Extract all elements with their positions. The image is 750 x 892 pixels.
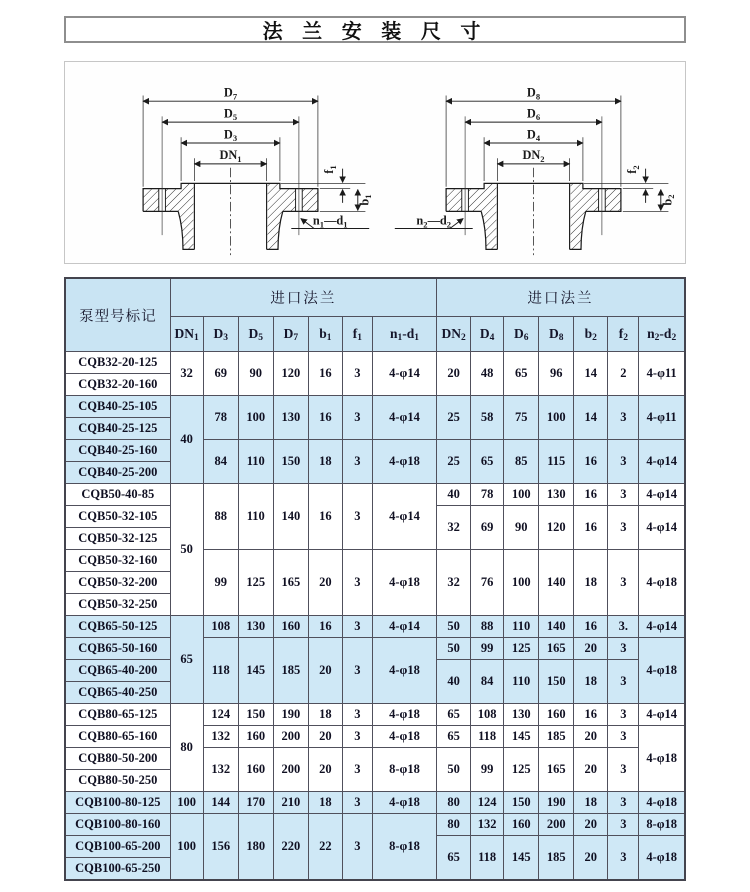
value-cell: 100 [504,550,539,616]
value-cell: 3 [608,660,639,704]
value-cell: 4-φ18 [372,638,436,704]
page-title: 法 兰 安 装 尺 寸 [262,21,488,43]
value-cell: 165 [539,638,574,660]
value-cell: 125 [504,638,539,660]
model-cell: CQB65-40-200 [65,660,170,682]
model-cell: CQB65-50-160 [65,638,170,660]
dim-label-b1: $b_1$ [357,194,374,206]
value-cell: 16 [574,616,608,638]
value-cell: 4-φ18 [372,550,436,616]
model-cell: CQB65-40-250 [65,682,170,704]
value-cell: 3 [342,352,372,396]
value-cell: 4-φ18 [372,792,436,814]
value-cell: 200 [273,748,308,792]
value-cell: 3 [608,440,639,484]
model-cell: CQB80-50-250 [65,770,170,792]
value-cell: 3 [608,726,639,748]
dim-label-dn1: $DN_1$ [219,148,242,164]
model-cell: CQB50-32-125 [65,528,170,550]
value-cell: 132 [471,814,504,836]
value-cell: 20 [574,638,608,660]
dim-label-f2: $f_2$ [625,165,641,174]
model-cell: CQB50-40-85 [65,484,170,506]
value-cell: 4-φ14 [372,616,436,638]
value-cell: 18 [308,792,342,814]
value-cell: 8-φ18 [639,814,685,836]
model-column-header: 泵型号标记 [65,278,170,352]
value-cell: 18 [308,704,342,726]
value-cell: 84 [471,660,504,704]
value-cell: 8-φ18 [372,814,436,881]
value-cell: 3 [608,550,639,616]
value-cell: 50 [437,748,471,792]
value-cell: 3 [342,638,372,704]
table-row [65,550,685,572]
value-cell: 3 [608,836,639,881]
table-row [65,352,685,374]
model-cell: CQB50-32-160 [65,550,170,572]
value-cell: 48 [471,352,504,396]
dimension-table [64,277,686,881]
value-cell: 3 [342,792,372,814]
bolt-callout-label: $n_2—d_2$ [416,213,452,230]
value-cell: 90 [238,352,273,396]
model-cell: CQB40-25-160 [65,440,170,462]
value-cell: 20 [308,550,342,616]
value-cell: 20 [437,352,471,396]
table-row [65,616,685,638]
value-cell: 4-φ18 [372,440,436,484]
value-cell: 4-φ18 [639,726,685,792]
value-cell: 32 [170,352,203,396]
value-cell: 14 [574,396,608,440]
column-header-n1d1: $n_1-d_1$ [372,317,436,352]
title-box [64,16,686,43]
model-cell: CQB80-65-125 [65,704,170,726]
value-cell: 145 [238,638,273,704]
value-cell: 108 [203,616,238,638]
value-cell: 4-φ11 [639,352,685,396]
dim-label-d3: $D_3$ [223,127,238,144]
value-cell: 18 [308,440,342,484]
value-cell: 69 [203,352,238,396]
value-cell: 118 [203,638,238,704]
value-cell: 125 [238,550,273,616]
value-cell: 110 [238,440,273,484]
value-cell: 16 [574,440,608,484]
value-cell: 40 [170,396,203,484]
value-cell: 50 [437,638,471,660]
value-cell: 4-φ18 [372,726,436,748]
value-cell: 132 [203,726,238,748]
value-cell: 32 [437,506,471,550]
value-cell: 190 [539,792,574,814]
value-cell: 4-φ18 [639,638,685,704]
value-cell: 144 [203,792,238,814]
value-cell: 124 [203,704,238,726]
column-header-d5: $D_5$ [238,317,273,352]
value-cell: 20 [308,638,342,704]
value-cell: 100 [170,814,203,881]
diagram-panel [64,61,686,264]
value-cell: 16 [574,704,608,726]
value-cell: 160 [238,726,273,748]
value-cell: 22 [308,814,342,881]
dimension-table-body [65,352,685,881]
table-row [65,792,685,814]
column-header-d3: $D_3$ [203,317,238,352]
value-cell: 18 [574,792,608,814]
value-cell: 120 [273,352,308,396]
column-header-b1: $b_1$ [308,317,342,352]
value-cell: 20 [308,748,342,792]
model-cell: CQB40-25-105 [65,396,170,418]
model-cell: CQB32-20-125 [65,352,170,374]
value-cell: 58 [471,396,504,440]
value-cell: 25 [437,440,471,484]
model-cell: CQB50-32-200 [65,572,170,594]
value-cell: 130 [539,484,574,506]
value-cell: 78 [471,484,504,506]
value-cell: 3 [342,748,372,792]
value-cell: 3 [342,704,372,726]
value-cell: 85 [504,440,539,484]
value-cell: 16 [308,484,342,550]
value-cell: 88 [203,484,238,550]
value-cell: 40 [437,660,471,704]
value-cell: 4-φ14 [639,704,685,726]
value-cell: 150 [539,660,574,704]
value-cell: 118 [471,726,504,748]
dim-label-d8: $D_8$ [526,85,541,102]
value-cell: 76 [471,550,504,616]
value-cell: 3. [608,616,639,638]
value-cell: 140 [539,550,574,616]
value-cell: 16 [574,506,608,550]
model-cell: CQB80-65-160 [65,726,170,748]
column-header-d7: $D_7$ [273,317,308,352]
value-cell: 3 [608,814,639,836]
model-cell: CQB80-50-200 [65,748,170,770]
value-cell: 75 [504,396,539,440]
value-cell: 16 [308,616,342,638]
value-cell: 156 [203,814,238,881]
value-cell: 200 [539,814,574,836]
value-cell: 65 [437,726,471,748]
flange-diagram-inlet [83,67,378,257]
dim-label-d5: $D_5$ [223,106,238,123]
value-cell: 140 [273,484,308,550]
value-cell: 190 [273,704,308,726]
model-cell: CQB50-32-250 [65,594,170,616]
value-cell: 3 [608,748,639,792]
model-cell: CQB40-25-125 [65,418,170,440]
flange-diagram-outlet [386,67,681,257]
model-cell: CQB100-80-125 [65,792,170,814]
value-cell: 185 [539,726,574,748]
value-cell: 40 [437,484,471,506]
value-cell: 3 [608,704,639,726]
value-cell: 170 [238,792,273,814]
value-cell: 3 [342,550,372,616]
value-cell: 124 [471,792,504,814]
column-header-f2: $f_2$ [608,317,639,352]
value-cell: 8-φ18 [372,748,436,792]
value-cell: 115 [539,440,574,484]
value-cell: 4-φ18 [639,550,685,616]
column-header-d6: $D_6$ [504,317,539,352]
value-cell: 20 [574,748,608,792]
value-cell: 165 [539,748,574,792]
model-cell: CQB40-25-200 [65,462,170,484]
model-cell: CQB100-80-160 [65,814,170,836]
value-cell: 4-φ14 [639,506,685,550]
value-cell: 4-φ14 [372,484,436,550]
value-cell: 100 [170,792,203,814]
value-cell: 100 [504,484,539,506]
value-cell: 3 [342,616,372,638]
value-cell: 130 [273,396,308,440]
column-header-f1: $f_1$ [342,317,372,352]
value-cell: 16 [308,352,342,396]
value-cell: 145 [504,836,539,881]
column-header-dn1: $DN_1$ [170,317,203,352]
column-header-b2: $b_2$ [574,317,608,352]
value-cell: 4-φ14 [639,440,685,484]
value-cell: 99 [471,748,504,792]
dim-label-b2: $b_2$ [660,194,677,206]
dim-label-d4: $D_4$ [526,127,541,144]
value-cell: 100 [238,396,273,440]
value-cell: 2 [608,352,639,396]
column-header-n2d2: $n_2-d_2$ [639,317,685,352]
value-cell: 3 [342,396,372,440]
value-cell: 140 [539,616,574,638]
value-cell: 165 [273,550,308,616]
value-cell: 25 [437,396,471,440]
table-row [65,638,685,660]
value-cell: 110 [504,660,539,704]
value-cell: 150 [238,704,273,726]
value-cell: 3 [342,484,372,550]
value-cell: 16 [308,396,342,440]
value-cell: 110 [238,484,273,550]
value-cell: 78 [203,396,238,440]
table-row [65,726,685,748]
value-cell: 145 [504,726,539,748]
table-row [65,484,685,506]
value-cell: 100 [539,396,574,440]
value-cell: 3 [342,726,372,748]
value-cell: 65 [471,440,504,484]
sheet [64,16,686,881]
value-cell: 50 [170,484,203,616]
value-cell: 132 [203,748,238,792]
value-cell: 99 [471,638,504,660]
value-cell: 4-φ18 [639,792,685,814]
column-header-dn2: $DN_2$ [437,317,471,352]
value-cell: 200 [273,726,308,748]
value-cell: 50 [437,616,471,638]
column-header-d8: $D_8$ [539,317,574,352]
bolt-callout-label: $n_1—d_1$ [312,213,348,230]
value-cell: 4-φ14 [372,352,436,396]
value-cell: 4-φ14 [639,616,685,638]
value-cell: 3 [608,506,639,550]
value-cell: 3 [342,440,372,484]
column-header-d4: $D_4$ [471,317,504,352]
value-cell: 20 [574,836,608,881]
table-row [65,748,685,770]
value-cell: 160 [273,616,308,638]
value-cell: 160 [238,748,273,792]
value-cell: 96 [539,352,574,396]
value-cell: 108 [471,704,504,726]
value-cell: 80 [437,792,471,814]
value-cell: 65 [504,352,539,396]
value-cell: 99 [203,550,238,616]
value-cell: 120 [539,506,574,550]
value-cell: 65 [170,616,203,704]
value-cell: 90 [504,506,539,550]
value-cell: 3 [342,814,372,881]
outlet-flange-group-header: 进口法兰 [437,278,685,317]
value-cell: 210 [273,792,308,814]
value-cell: 18 [574,550,608,616]
value-cell: 185 [273,638,308,704]
value-cell: 3 [608,792,639,814]
value-cell: 118 [471,836,504,881]
value-cell: 130 [504,704,539,726]
model-cell: CQB32-20-160 [65,374,170,396]
dim-label-f1: $f_1$ [322,165,338,174]
value-cell: 80 [437,814,471,836]
value-cell: 180 [238,814,273,881]
value-cell: 150 [273,440,308,484]
value-cell: 14 [574,352,608,396]
value-cell: 185 [539,836,574,881]
value-cell: 69 [471,506,504,550]
table-row [65,704,685,726]
value-cell: 80 [170,704,203,792]
value-cell: 20 [308,726,342,748]
dim-label-dn2: $DN_2$ [522,148,545,164]
value-cell: 3 [608,638,639,660]
value-cell: 65 [437,704,471,726]
value-cell: 4-φ18 [372,704,436,726]
value-cell: 65 [437,836,471,881]
value-cell: 130 [238,616,273,638]
value-cell: 160 [504,814,539,836]
value-cell: 18 [574,660,608,704]
value-cell: 150 [504,792,539,814]
value-cell: 220 [273,814,308,881]
model-cell: CQB100-65-200 [65,836,170,858]
model-cell: CQB100-65-250 [65,858,170,881]
value-cell: 84 [203,440,238,484]
dim-label-d7: $D_7$ [223,85,238,102]
value-cell: 32 [437,550,471,616]
value-cell: 16 [574,484,608,506]
value-cell: 160 [539,704,574,726]
group-header-row [65,278,685,317]
value-cell: 88 [471,616,504,638]
inlet-flange-group-header: 进口法兰 [170,278,436,317]
value-cell: 3 [608,396,639,440]
value-cell: 4-φ14 [639,484,685,506]
value-cell: 4-φ14 [372,396,436,440]
table-row [65,814,685,836]
value-cell: 20 [574,814,608,836]
model-cell: CQB50-32-105 [65,506,170,528]
dim-label-d6: $D_6$ [526,106,541,123]
table-row [65,396,685,418]
value-cell: 4-φ11 [639,396,685,440]
value-cell: 4-φ18 [639,836,685,881]
table-row [65,440,685,462]
value-cell: 125 [504,748,539,792]
model-cell: CQB65-50-125 [65,616,170,638]
value-cell: 110 [504,616,539,638]
value-cell: 3 [608,484,639,506]
value-cell: 20 [574,726,608,748]
